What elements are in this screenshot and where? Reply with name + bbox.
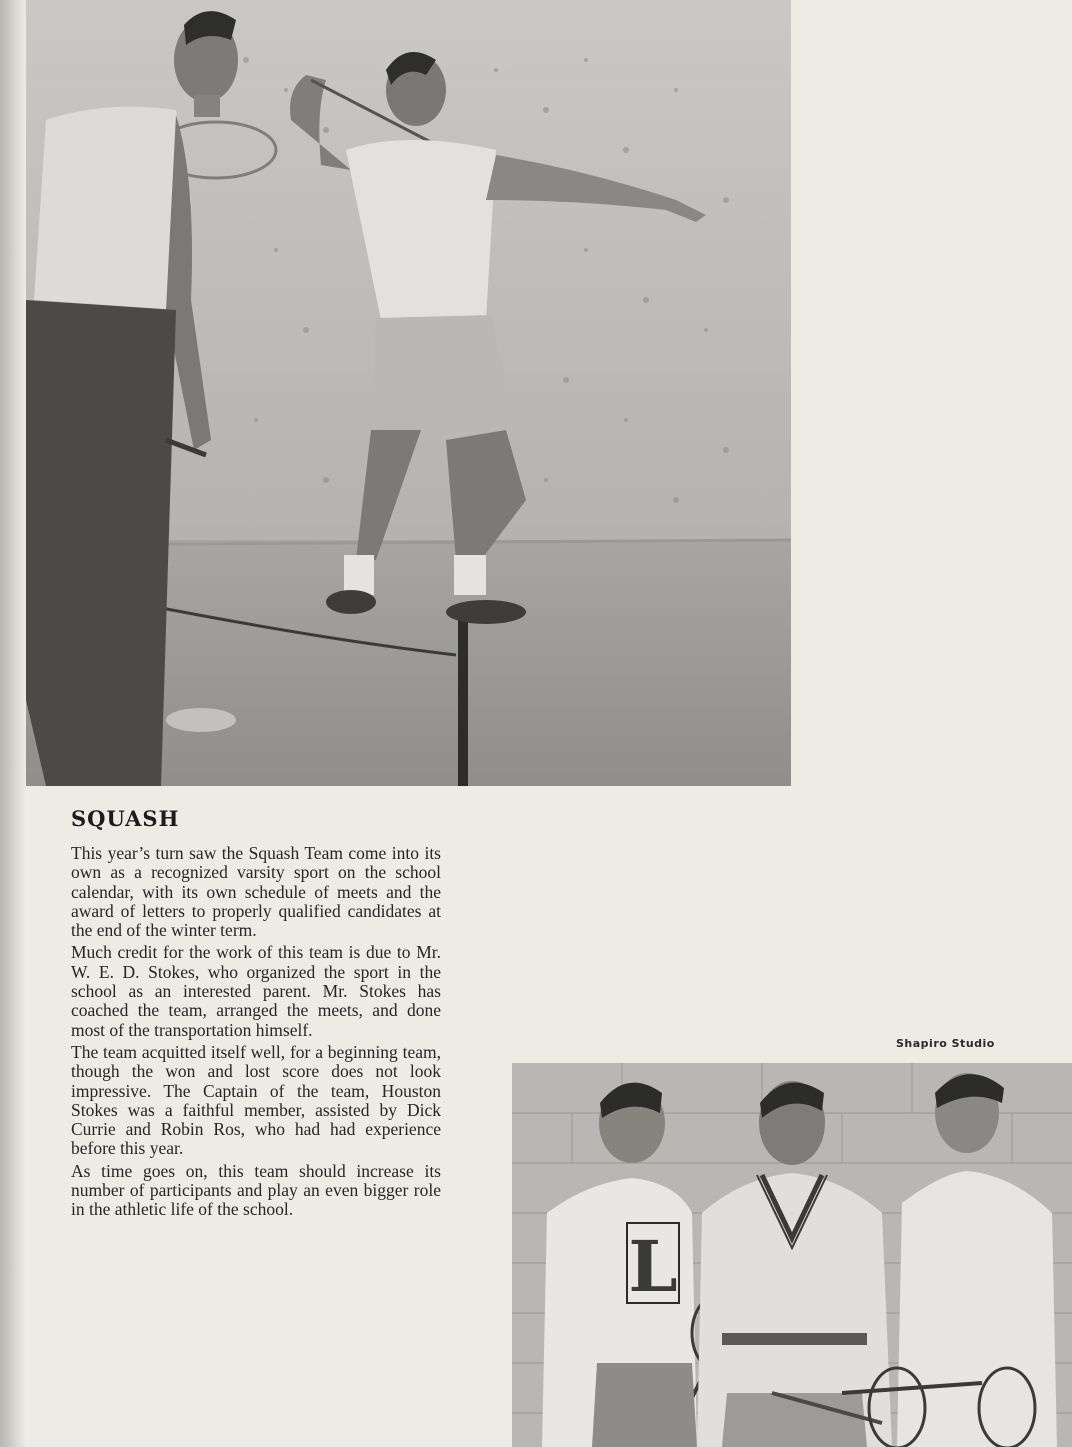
team-portrait-photo xyxy=(512,1063,1072,1447)
article-paragraph: This year’s turn saw the Squash Team come into its own as a recognized varsity sport on the school calendar, with its own schedule of meets and the award of letters to properly qualified candidates at the end of the winter term. xyxy=(71,843,441,941)
article-paragraph: Much credit for the work of this team is due to Mr. W. E. D. Stokes, who organized the sport in the school as an interested parent. Mr. Stokes has coached the team, arranged the meets, and done most of the transportation himself. xyxy=(71,942,441,1040)
sweater-letter: L xyxy=(628,1225,678,1308)
photo-credit: Shapiro Studio xyxy=(896,1037,995,1050)
article-paragraph: As time goes on, this team should increase its number of participants and play an even bigger role in the athletic life of the school. xyxy=(71,1160,441,1220)
article-body xyxy=(71,844,441,1223)
squash-action-photo xyxy=(26,0,791,786)
article-paragraph: The team acquitted itself well, for a beginning team, though the won and lost score does not look impressive. The Captain of the team, Houston Stokes was a faithful member, assisted by Dick Currie and Robin Ros, who had had experience before this year. xyxy=(71,1041,441,1159)
article-title: SQUASH xyxy=(71,806,180,831)
page-binding-edge xyxy=(0,0,26,1447)
